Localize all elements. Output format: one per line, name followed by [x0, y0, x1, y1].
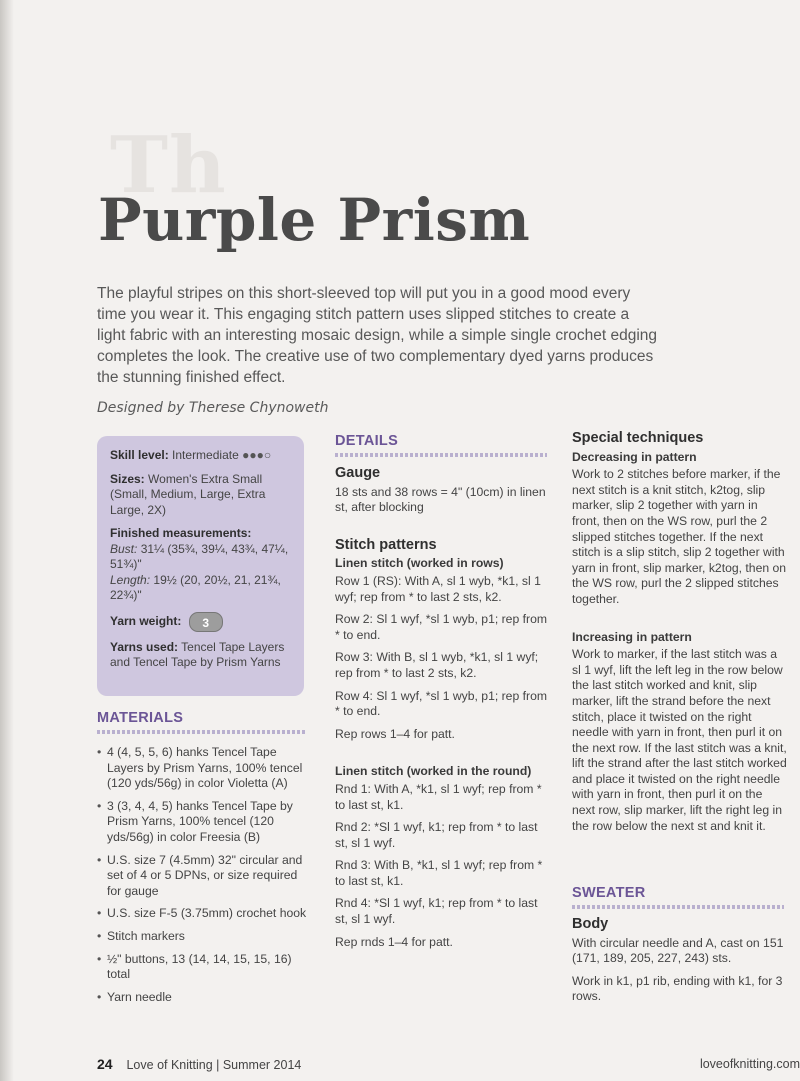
gauge-heading: Gauge [335, 465, 381, 481]
length-value: 19½ (20, 20½, 21, 21¾, 22¾)" [110, 572, 281, 602]
row-instruction: Rep rows 1–4 for patt. [335, 726, 455, 741]
decreasing-heading: Decreasing in pattern [572, 449, 697, 464]
materials-list [97, 745, 312, 1005]
sizes-label: Sizes: [110, 471, 145, 486]
row-instruction: Row 1 (RS): With A, sl 1 wyb, *k1, sl 1 wyf; rep from * to last 2 sts, k2. [335, 573, 541, 604]
increasing-heading: Increasing in pattern [572, 629, 692, 644]
skill-level-dots-icon: ●●●○ [242, 448, 272, 462]
sizes [110, 472, 294, 519]
gauge-text: 18 sts and 38 rows = 4" (10cm) in linen st, after blocking [335, 484, 546, 515]
details-divider [335, 453, 547, 457]
yarn-weight [110, 612, 294, 632]
page-title: Purple Prism [98, 186, 531, 254]
round-instruction: Rnd 1: With A, *k1, sl 1 wyf; rep from * to last st, k1. [335, 781, 542, 812]
publication-name: Love of Knitting | Summer 2014 [126, 1058, 302, 1072]
details-heading: DETAILS [335, 433, 399, 449]
yarn-weight-badge-icon: 3 [189, 612, 223, 632]
materials-divider [97, 730, 305, 734]
length-label: Length: [110, 572, 151, 587]
sweater-column [572, 917, 787, 1012]
sweater-divider [572, 905, 784, 909]
special-techniques-column [572, 431, 787, 841]
materials-column [97, 745, 312, 1012]
bust-label: Bust: [110, 541, 138, 556]
materials-item: • 3 (3, 4, 4, 5) hanks Tencel Tape by Prism Yarns, 100% tencel (120 yds/56g) in color Freesia (B) [97, 799, 312, 846]
materials-item: • Yarn needle [97, 990, 312, 1006]
round-instruction: Rnd 2: *Sl 1 wyf, k1; rep from * to last st, sl 1 wyf. [335, 820, 538, 850]
sweater-heading: SWEATER [572, 885, 646, 901]
skill-level-label: Skill level: [110, 448, 169, 462]
materials-heading: MATERIALS [97, 710, 184, 726]
yarns-used [110, 640, 294, 671]
body-paragraph: Work in k1, p1 rib, ending with k1, for 3 rows. [572, 973, 783, 1004]
row-instruction: Row 3: With B, sl 1 wyb, *k1, sl 1 wyf; rep from * to last 2 sts, k2. [335, 650, 539, 680]
materials-item: • Stitch markers [97, 929, 312, 945]
rows-heading: Linen stitch (worked in rows) [335, 556, 504, 571]
decreasing-text: Work to 2 stitches before marker, if the next stitch is a knit stitch, k2tog, slip marker, slip 2 together with yarn in front, then on the WS row, purl the 2 slipped stitches together. If the next stitch is a slip stitch, slip 2 together with yarn in front, slip marker, k2tog, then on the WS row, purl the 2 slipped stitches together. [572, 467, 787, 606]
intro-paragraph: The playful stripes on this short-sleeved top will put you in a good mood every time you wear it. This engaging stitch pattern uses slipped stitches to create a light fabric with an interesting mosaic design, while a simple single crochet edging completes the look. The creative use of two complementary dyed yarns produces the stunning finished effect. [97, 285, 658, 386]
rounds-heading: Linen stitch (worked in the round) [335, 764, 532, 779]
materials-item: • U.S. size F-5 (3.75mm) crochet hook [97, 906, 312, 922]
page-gutter-shadow [0, 0, 14, 1081]
website-link: loveofknitting.com [699, 1057, 800, 1071]
yarns-used-label: Yarns used: [110, 639, 179, 654]
sizes-value: Women's Extra Small (Small, Medium, Large, Extra Large, 2X) [110, 471, 266, 517]
pattern-info-box [97, 436, 304, 696]
materials-item: • 4 (4, 5, 5, 6) hanks Tencel Tape Layers by Prism Yarns, 100% tencel (120 yds/56g) in color Violetta (A) [97, 745, 312, 792]
row-instruction: Row 2: Sl 1 wyf, *sl 1 wyb, p1; rep from * to end. [335, 612, 548, 642]
details-column [335, 466, 550, 957]
page-number: 24 [97, 1056, 113, 1072]
round-instruction: Rnd 4: *Sl 1 wyf, k1; rep from * to last st, sl 1 wyf. [335, 896, 538, 927]
materials-item: • ½" buttons, 13 (14, 14, 15, 15, 16) total [97, 952, 312, 983]
yarns-used-value: Tencel Tape Layers and Tencel Tape by Prism Yarns [110, 639, 285, 669]
yarn-weight-label: Yarn weight: [110, 613, 182, 628]
ghost-background-word: Th [110, 120, 227, 211]
stitch-patterns-heading: Stitch patterns [335, 536, 437, 553]
row-instruction: Row 4: Sl 1 wyf, *sl 1 wyb, p1; rep from * to end. [335, 688, 548, 719]
finished-measurements [110, 526, 294, 604]
finished-measurements-label: Finished measurements: [110, 526, 252, 540]
bust-value: 31¼ (35¾, 39¼, 43¾, 47¼, 51¾)" [110, 541, 289, 571]
skill-level [110, 448, 294, 464]
round-instruction: Rnd 3: With B, *k1, sl 1 wyf; rep from * to last st, k1. [335, 858, 543, 888]
special-techniques-heading: Special techniques [572, 430, 704, 446]
designer-credit: Designed by Therese Chynoweth [97, 400, 329, 416]
round-instruction: Rep rnds 1–4 for patt. [335, 934, 453, 949]
materials-item: • U.S. size 7 (4.5mm) 32" circular and set of 4 or 5 DPNs, or size required for gauge [97, 853, 312, 900]
increasing-text: Work to marker, if the last stitch was a sl 1 wyf, lift the left leg in the row below the last stitch worked and knit, slip marker, lift the strand before the next stitch, place it twisted on the right needle with yarn in front, then purl it on the next row. If the last stitch was a knit, lift the strand after the last stitch worked and place it twisted on the right needle with yarn in front, then purl it on the next row, slip marker, lift the right leg in the row below the next st and knit it. [572, 647, 787, 833]
skill-level-value: Intermediate [172, 448, 239, 462]
body-paragraph: With circular needle and A, cast on 151 (171, 189, 205, 227, 243) sts. [572, 935, 784, 966]
page-footer [97, 1056, 800, 1076]
body-heading: Body [572, 916, 609, 932]
